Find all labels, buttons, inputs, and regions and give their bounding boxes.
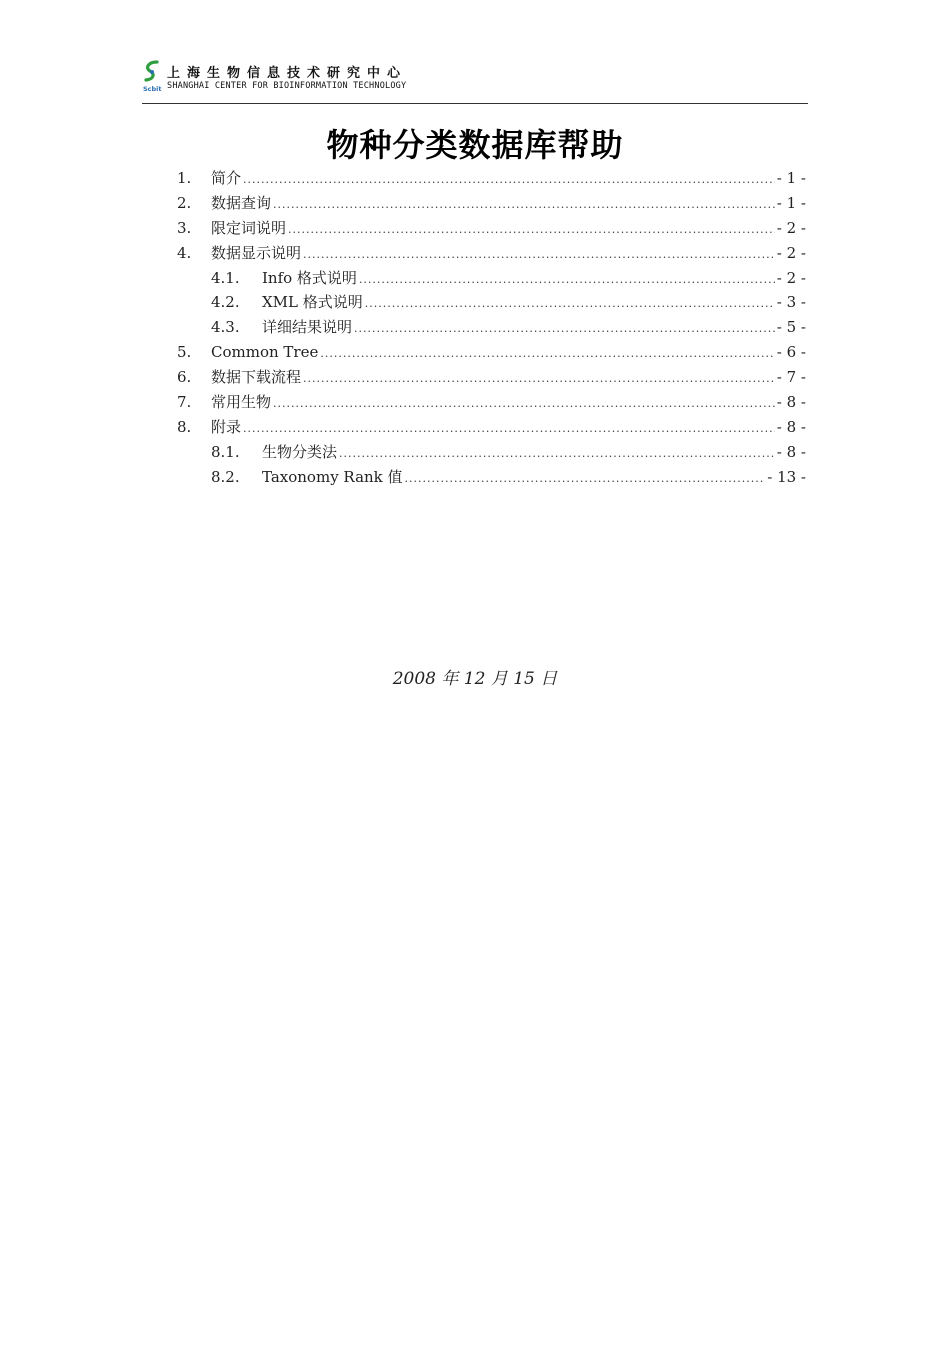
toc-entry-label: XML 格式说明 [262,293,363,312]
toc-entry-label: Taxonomy Rank 值 [262,467,403,486]
toc-entry-page: - 8 - [776,442,806,461]
toc-subentry[interactable] [177,266,806,291]
toc-entry-label: 限定词说明 [211,218,287,237]
table-of-contents [177,166,806,490]
toc-entry-number: 4.1. [211,268,240,287]
toc-entry-page: - 8 - [776,393,806,412]
toc-entry-page: - 13 - [767,467,806,486]
toc-entry[interactable] [177,191,806,216]
toc-entry-number: 4.2. [211,293,240,312]
toc-entry-page: - 2 - [776,243,806,262]
toc-entry-page: - 1 - [776,193,806,212]
toc-leader-dots [288,218,775,243]
toc-entry-label: 生物分类法 [262,442,338,461]
toc-entry-label: 数据显示说明 [211,243,302,262]
toc-entry[interactable] [177,340,806,365]
toc-entry-label: Info 格式说明 [262,268,357,287]
toc-leader-dots [273,193,775,218]
document-title: 物种分类数据库帮助 [326,126,624,164]
toc-entry-page: - 2 - [776,268,806,287]
toc-entry-page: - 2 - [776,218,806,237]
org-name-cn: 上海生物信息技术研究中心 [167,66,408,81]
toc-leader-dots [354,317,775,342]
org-name-en: SHANGHAI CENTER FOR BIOINFORMATION TECHNOLOGY [167,81,407,91]
toc-entry[interactable] [177,216,806,241]
toc-entry[interactable] [177,241,806,266]
toc-entry-number: 3. [177,218,192,237]
toc-entry-number: 5. [177,343,192,362]
toc-leader-dots [365,292,775,317]
toc-subentry[interactable] [177,465,806,490]
toc-entry-label: 附录 [211,417,242,436]
toc-entry-page: - 3 - [776,293,806,312]
toc-entry[interactable] [177,390,806,415]
toc-leader-dots [405,467,766,492]
toc-entry-number: 8.2. [211,467,240,486]
header-divider [142,103,808,104]
logo-text: Scbit [143,85,162,93]
toc-entry[interactable] [177,166,806,191]
toc-entry-label: 简介 [211,169,242,187]
toc-leader-dots [273,392,775,417]
toc-entry-label: Common Tree [211,343,319,362]
toc-entry-label: 数据查询 [211,193,272,212]
toc-entry-number: 4.3. [211,318,240,337]
toc-leader-dots [339,442,775,467]
toc-entry-number: 8. [177,417,192,436]
page-header [142,58,808,104]
toc-leader-dots [243,417,775,442]
toc-entry-page: - 1 - [776,169,806,187]
toc-leader-dots [320,342,774,367]
scbit-logo-icon [142,60,162,94]
toc-entry-number: 1. [177,169,192,187]
toc-entry-page: - 6 - [776,343,806,362]
toc-entry-page: - 5 - [776,318,806,337]
toc-leader-dots [303,367,775,392]
toc-entry-label: 数据下载流程 [211,368,302,387]
toc-entry-number: 8.1. [211,442,240,461]
toc-leader-dots [359,268,775,293]
toc-entry-number: 7. [177,393,192,412]
toc-entry-number: 4. [177,243,192,262]
toc-leader-dots [303,243,775,268]
toc-entry-page: - 7 - [776,368,806,387]
document-date: 2008 年 12 月 15 日 [392,669,558,689]
toc-entry-number: 6. [177,368,192,387]
toc-entry-label: 常用生物 [211,393,272,412]
toc-entry-label: 详细结果说明 [262,318,353,337]
toc-subentry[interactable] [177,440,806,465]
toc-subentry[interactable] [177,290,806,315]
toc-entry-page: - 8 - [776,417,806,436]
toc-entry[interactable] [177,415,806,440]
toc-subentry[interactable] [177,315,806,340]
toc-entry[interactable] [177,365,806,390]
toc-entry-number: 2. [177,193,192,212]
toc-leader-dots [243,168,775,193]
